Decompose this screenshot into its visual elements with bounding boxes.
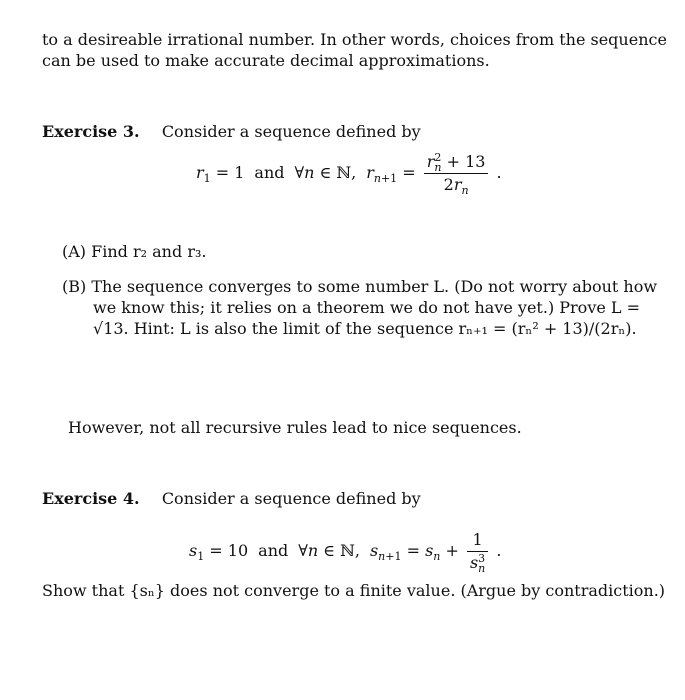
exercise-4-label: Exercise 4. [42, 489, 140, 508]
part-a-marker: (A) [62, 242, 87, 261]
part-b-text-1: The sequence converges to some number L. (Do not worry about how [91, 277, 658, 296]
exercise-3-label: Exercise 3. [42, 122, 140, 141]
exercise-4-equation: $s_1 = 10$ and ∀n ∈ ℕ, $s_{n+1} = s_n$ + $\frac{1}{s^3_n}$ . [189, 530, 502, 575]
intro-line-1: to a desireable irrational number. In other words, choices from the sequence [42, 30, 667, 49]
part-b-line-3: √13. Hint: L is also the limit of the sequence rₙ₊₁ = (rₙ² + 13)/(2rₙ). [93, 319, 637, 338]
exercise-3-text: Consider a sequence defined by [161, 122, 421, 141]
exercise-3-heading [42, 121, 421, 142]
exercise-3-equation: $r_1 = 1$ and ∀n ∈ ℕ, $r_{n+1}$ = $\frac{r^2_n + 13}{2r_n}$ . [196, 151, 502, 197]
part-b-line-1 [62, 276, 657, 297]
transition-text: However, not all recursive rules lead to nice sequences. [68, 418, 522, 437]
exercise-4-text: Consider a sequence defined by [161, 489, 421, 508]
exercise-4-heading [42, 488, 421, 509]
intro-line-2: can be used to make accurate decimal approximations. [42, 51, 490, 70]
part-a [62, 241, 206, 262]
exercise-4-conclusion: Show that {sₙ} does not converge to a finite value. (Argue by contradiction.) [42, 581, 666, 600]
exercise-3-fraction: $\frac{r^2_n + 13}{2r_n}$ [424, 153, 489, 194]
exercise-4-fraction: $\frac{1}{s^3_n}$ [467, 531, 488, 572]
part-b-line-2: we know this; it relies on a theorem we do not have yet.) Prove L = [93, 298, 641, 317]
part-b-marker: (B) [62, 277, 87, 296]
part-a-text: Find r₂ and r₃. [91, 242, 207, 261]
